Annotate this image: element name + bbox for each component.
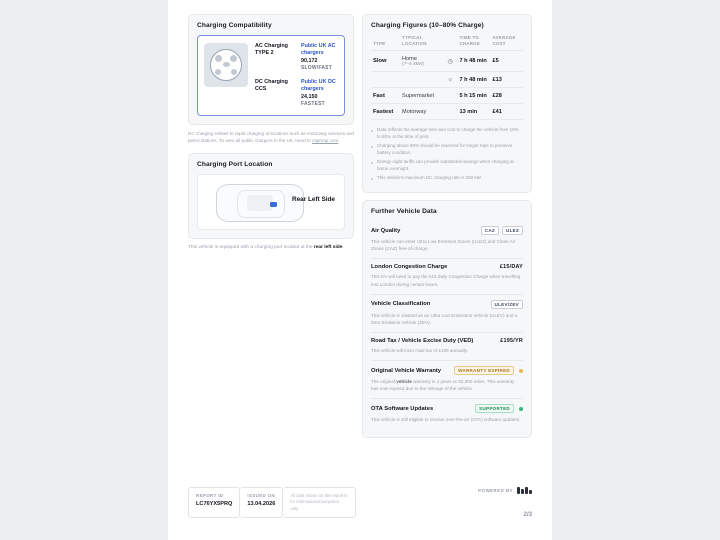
row-name: London Congestion Charge (371, 264, 448, 271)
ac-charging-label: AC Charging (255, 43, 288, 49)
charging-port-location-card (188, 153, 354, 239)
row-badges (481, 226, 523, 235)
charging-compatibility-note (188, 131, 354, 145)
dc-charging-label: DC Charging (255, 79, 288, 86)
note-text-post: . (338, 138, 340, 144)
powered-by-label: POWERED BY (478, 488, 514, 494)
row-cost-cell (491, 104, 523, 120)
col-location: TYPICAL LOCATION (400, 35, 443, 51)
row-description (371, 378, 523, 392)
row-description: This EV will need to pay the £15 daily Congestion Charge when travelling into London during certain hours. (371, 274, 521, 287)
row-header (371, 264, 523, 270)
ac-network-tag: SLOW/FAST (301, 64, 332, 71)
report-id-label: REPORT ID (196, 493, 224, 499)
col-type: TYPE (371, 35, 400, 51)
row-location: Supermarket (400, 88, 443, 104)
compatibility-box (197, 35, 345, 116)
table-row (371, 88, 523, 104)
footer-brand-group (478, 487, 532, 518)
row-name: Vehicle Classification (371, 301, 431, 308)
row-type: Slow (371, 51, 400, 72)
row-value: £15/DAY (499, 264, 523, 271)
powered-by (478, 487, 532, 494)
brand-logo-icon (517, 487, 532, 494)
row-cost: £5 (492, 58, 499, 64)
row-location (400, 72, 443, 88)
zapmap-link[interactable]: zapmap.com (312, 138, 339, 144)
row-type (371, 72, 400, 88)
row-header (371, 226, 523, 235)
clock-icon: ◷ (443, 51, 458, 72)
port-side-label: Rear Left Side (292, 196, 335, 204)
port-note-strong: rear left side (313, 245, 343, 251)
row-icon-empty (443, 88, 458, 104)
ac-charging-network-group (301, 43, 338, 72)
report-id-value: LC76YX5PRQ (196, 501, 233, 508)
row-location: Motorway (400, 104, 443, 120)
two-column-layout (188, 14, 532, 438)
page-footer (188, 487, 532, 518)
ac-network-label: Public UK AC chargers (301, 43, 336, 57)
page-content (188, 14, 532, 438)
status-badge: SUPPORTED (475, 404, 514, 413)
charging-compatibility-title: Charging Compatibility (197, 22, 272, 29)
port-note-post: . (342, 245, 344, 251)
desc-strong: vehicle (396, 379, 412, 385)
row-time: 7 h 48 min (457, 51, 490, 72)
ac-network-count: 90,172 (301, 57, 318, 64)
status-badge: ULEZ (502, 226, 523, 235)
dc-network-tag: FASTEST (301, 101, 325, 108)
list-item (371, 295, 523, 333)
status-badge: WARRANTY EXPIRED (454, 366, 514, 375)
row-location (400, 51, 443, 72)
row-description: This vehicle is still eligible to receive over-the-air (OTA) software updates. (371, 417, 521, 423)
further-vehicle-data-card (362, 200, 532, 438)
right-column (362, 14, 532, 438)
charging-figures-notes (371, 127, 523, 182)
row-time: 7 h 48 min (457, 72, 490, 88)
note-text-pre: DC charging relates to rapid charging at locations such as motorway services and petrol stations. To view all public chargers in the UK, head to (188, 131, 354, 144)
list-item (371, 361, 523, 399)
ac-charging-label-group (255, 43, 295, 72)
charging-figures-card (362, 14, 532, 193)
car-outline-icon (216, 184, 304, 222)
dc-network-label: Public UK DC chargers (301, 79, 336, 93)
list-item: Energy night tariffs can provide substantial savings when charging at home overnight. (371, 159, 523, 173)
row-value: £195/YR (500, 337, 523, 344)
warning-dot-icon (519, 369, 523, 373)
list-item (371, 221, 523, 259)
row-description: This vehicle can enter Ultra Low Emission Zones (ULEZ) and Clean Air Zones (CAZ) free-of-charge. (371, 239, 516, 252)
compatibility-rows (255, 43, 338, 108)
row-location-sub: (7–4.4kW) (402, 61, 425, 67)
ac-charging-row (255, 43, 338, 72)
table-row (371, 104, 523, 120)
left-column (188, 14, 354, 251)
charging-plug-icon (210, 49, 242, 81)
port-note-pre: This vehicle is equipped with a charging port located at the (188, 245, 314, 251)
issued-on-block (240, 487, 283, 518)
list-item (371, 333, 523, 361)
col-icon-spacer (443, 35, 458, 51)
row-type: Fastest (371, 104, 400, 120)
table-row (371, 72, 523, 88)
list-item: Charging above 80% should be reserved for longer trips to preserve battery condition. (371, 143, 523, 157)
issued-on-label: ISSUED ON (247, 493, 276, 499)
row-time: 5 h 15 min (457, 88, 490, 104)
desc-pre: The original (371, 379, 397, 385)
status-badge: ULEV/ZEV (491, 300, 523, 309)
dc-charging-type: CCS (255, 86, 267, 93)
issued-on-value: 13.04.2026 (247, 501, 276, 508)
charging-figures-title: Charging Figures (10–80% Charge) (371, 22, 484, 29)
desc-post: warranty is 4 years or 62,000 miles. This warranty has now expired due to the mileage of the vehicle. (371, 379, 515, 392)
charging-port-note (188, 244, 354, 251)
row-header (371, 338, 523, 344)
dc-charging-row (255, 79, 338, 108)
dc-network-count: 24,150 (301, 93, 318, 100)
footer-meta-group (188, 487, 356, 518)
row-description: This vehicle will incur road tax of £195 annually. (371, 347, 468, 353)
row-cost: £13 (492, 76, 502, 83)
row-badges (475, 404, 523, 413)
row-header (371, 404, 523, 413)
sun-icon: ☼ (443, 72, 458, 88)
row-badges (454, 366, 523, 375)
page-number: 2/3 (523, 512, 532, 518)
status-badge: CAZ (481, 226, 499, 235)
table-header-row (371, 35, 523, 51)
row-cost: £41 (492, 108, 502, 115)
row-name: Air Quality (371, 227, 401, 234)
row-icon-empty (443, 104, 458, 120)
col-time: TIME TO CHARGE (457, 35, 490, 51)
list-item (371, 399, 523, 429)
disclaimer-block (283, 487, 356, 518)
row-cost-cell (491, 51, 523, 72)
dc-charging-network-group (301, 79, 338, 108)
table-row (371, 51, 523, 72)
plug-illustration (204, 43, 248, 87)
port-marker-icon (270, 202, 277, 207)
row-cost-cell (491, 72, 523, 88)
list-item: Data reflects the average time and cost to charge the vehicle from 10% to 80% at the time of print. (371, 127, 523, 141)
list-item (371, 259, 523, 294)
disclaimer-text: All data shown on this report is for informational purposes only. (290, 493, 348, 511)
row-cost-cell (491, 88, 523, 104)
row-location-name: Home (402, 55, 417, 62)
row-name: Original Vehicle Warranty (371, 367, 442, 374)
row-description: This vehicle is classed as an Ultra Low Emissions Vehicle (ULEV) and a Zero Emission Vehicle (ZEV). (371, 312, 518, 325)
charging-port-title: Charging Port Location (197, 161, 273, 169)
row-name: Road Tax / Vehicle Excise Duty (VED) (371, 337, 474, 344)
charging-figures-table (371, 35, 523, 120)
further-vehicle-data-title: Further Vehicle Data (371, 208, 437, 216)
dc-charging-label-group (255, 79, 295, 108)
col-cost: AVERAGE COST (491, 35, 523, 51)
list-item: This vehicle's maximum DC charging rate is 250 kW. (371, 175, 523, 182)
row-name: OTA Software Updates (371, 405, 434, 412)
ac-charging-type: TYPE 2 (255, 50, 274, 57)
charging-compatibility-card (188, 14, 354, 125)
row-time: 13 min (457, 104, 490, 120)
row-cost: £28 (492, 92, 502, 99)
row-header (371, 366, 523, 375)
row-type: Fast (371, 88, 400, 104)
report-id-block (188, 487, 240, 518)
success-dot-icon (519, 407, 523, 411)
row-header (371, 300, 523, 309)
car-diagram (197, 174, 345, 230)
report-page (168, 0, 552, 540)
